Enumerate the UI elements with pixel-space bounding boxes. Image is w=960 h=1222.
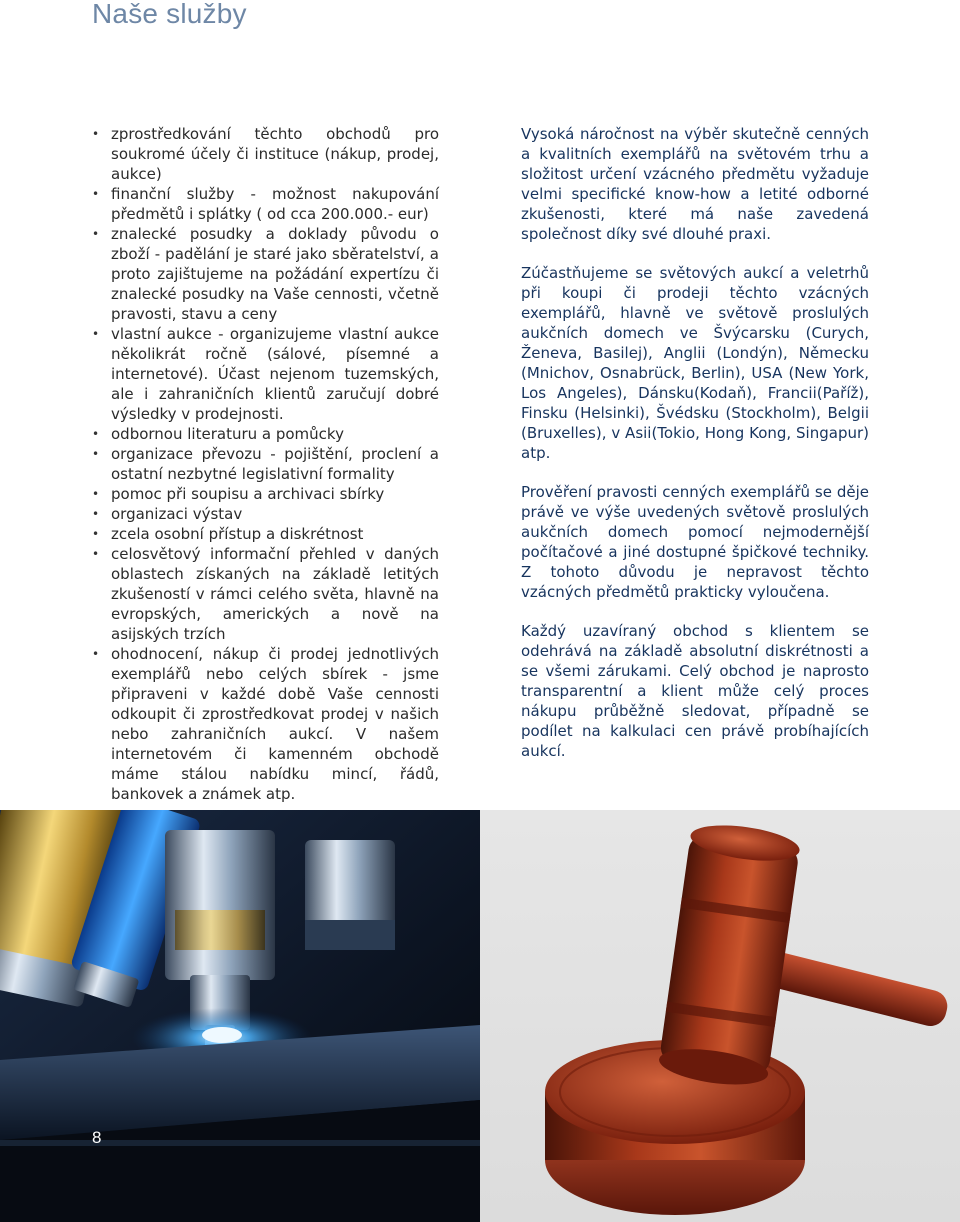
list-item: • celosvětový informační přehled v daných oblastech získaných na základě letitých zkušeností v rámci celého světa, hlavně na evropských, amerických a nově na asijských trzích — [92, 544, 439, 644]
microscope-photo — [0, 810, 480, 1222]
list-item: • zcela osobní přístup a diskrétnost — [92, 524, 439, 544]
description-column — [521, 124, 869, 780]
paragraph-auctions: Zúčastňujeme se světových aukcí a veletrhů při koupi či prodeji těchto vzácných exemplářů, hlavně ve světově proslulých aukčních domech ve Švýcarsku (Curych, Ženeva, Basilej), Anglii (Londýn), Německu (Mnichov, Osnabrück, Berlin), USA (New York, Los Angeles), Dánsku(Kodaň), Francii(Paříž), Finsku (Helsinki), Švédsku (Stockholm), Belgii (Bruxelles), v Asii(Tokio, Hong Kong, Singapur) atp. — [521, 264, 869, 462]
list-item: • pomoc při soupisu a archivaci sbírky — [92, 484, 439, 504]
list-item: • odbornou literaturu a pomůcky — [92, 424, 439, 444]
list-item: • vlastní aukce - organizujeme vlastní aukce několikrát ročně (sálové, písemné a internetové). Účast nejenom tuzemských, ale i zahraničních klientů zaručují dobré výsledky v prodejnosti. — [92, 324, 439, 424]
paragraph-discretion: Každý uzavíraný obchod s klientem se odehrává na základě absolutní diskrétnosti a se všemi zárukami. Celý obchod je naprosto transparentní a klient může celý proces nákupu průběžně sledovat, případně se podílet na kalkulaci cen právě probíhajících aukcí. — [521, 622, 869, 760]
gavel-image — [480, 810, 960, 1222]
paragraph-authenticity: Prověření pravosti cenných exemplářů se děje právě ve výše uvedených světově proslulých aukčních domech pomocí nejmodernější počítačové a jiné dostupné špičkové techniky. Z tohoto důvodu je nepravost těchto vzácných předmětů prakticky vyloučena. — [521, 483, 869, 601]
microscope-image — [0, 810, 480, 1222]
services-list-column — [92, 124, 439, 804]
page-number: 8 — [92, 1128, 102, 1147]
list-item: • finanční služby - možnost nakupování předmětů i splátky ( od cca 200.000.- eur) — [92, 184, 439, 224]
list-item: • ohodnocení, nákup či prodej jednotlivých exemplářů nebo celých sbírek - jsme připraveni v každé době Vaše cennosti odkoupit či zprostředkovat prodej v našich nebo zahraničních aukcí. V našem internetovém či kamenném obchodě máme stálou nabídku mincí, řádů, bankovek a známek atp. — [92, 644, 439, 804]
page-title: Naše služby — [92, 0, 247, 29]
list-item: • organizace převozu - pojištění, proclení a ostatní nezbytné legislativní formality — [92, 444, 439, 484]
list-item: • znalecké posudky a doklady původu o zboží - padělání je staré jako sběratelství, a proto zajištujeme na požádání expertízu či znalecké posudky na Vaše cennosti, včetně pravosti, stavu a ceny — [92, 224, 439, 324]
list-item: • organizaci výstav — [92, 504, 439, 524]
gavel-photo — [480, 810, 960, 1222]
list-item: • zprostředkování těchto obchodů pro soukromé účely či instituce (nákup, prodej, aukce) — [92, 124, 439, 184]
services-list — [92, 124, 439, 804]
paragraph-expertise: Vysoká náročnost na výběr skutečně cenných a kvalitních exemplářů na světovém trhu a složitost určení vzácného předmětu vyžaduje velmi specifické know-how a letité odborné zkušenosti, které má naše zavedená společnost díky své dlouhé praxi. — [521, 125, 869, 243]
